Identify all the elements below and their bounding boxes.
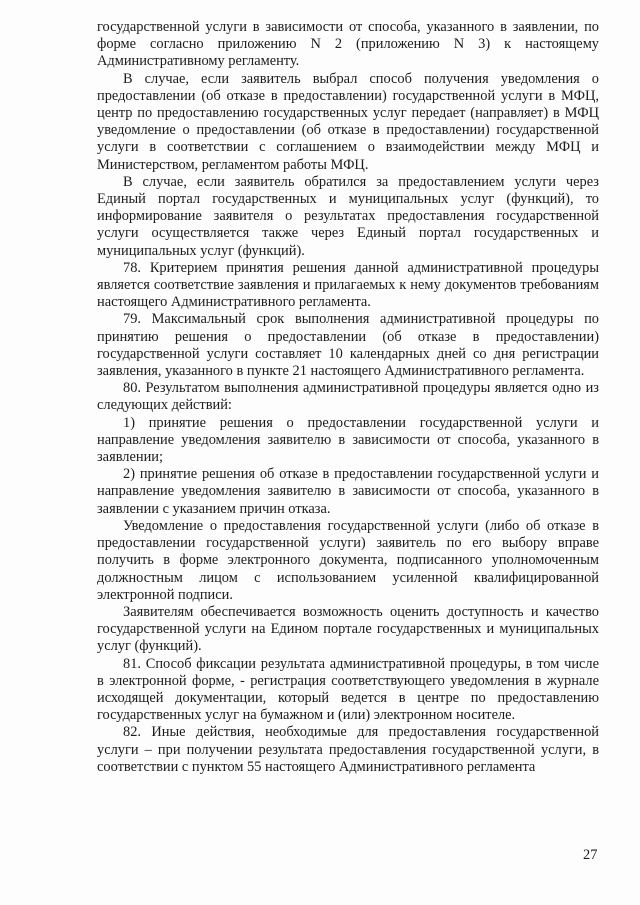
- paragraph-electronic-notice: Уведомление о предоставления государственной услуги (либо об отказе в предоставлении государственной услуги) заявитель по его выбору вправе получить в форме электронного документа, подписанного уполномоченным должностным лицом с использованием усиленной квалифицированной электронной подписи.: [97, 517, 599, 603]
- list-item-1: 1) принятие решения о предоставлении государственной услуги и направление уведомления заявителю в зависимости от способа, указанного в заявлении;: [97, 414, 599, 466]
- paragraph-quality-assessment: Заявителям обеспечивается возможность оценить доступность и качество государственной услуги на Едином портале государственных и муниципальных услуг (функций).: [97, 603, 599, 655]
- paragraph-mfc-notification: В случае, если заявитель выбрал способ получения уведомления о предоставлении (об отказе в предоставлении) государственной услуги в МФЦ, центр по предоставлению государственных услуг передает (направляет) в МФЦ уведомление о предоставлении (об отказе в предоставлении) государственной услуги в соответствии с соглашением о взаимодействии между МФЦ и Министерством, регламентом работы МФЦ.: [97, 70, 599, 173]
- paragraph-item-80: 80. Результатом выполнения административной процедуры является одно из следующих действий:: [97, 380, 599, 414]
- paragraph-unified-portal: В случае, если заявитель обратился за предоставлением услуги через Единый портал государственных и муниципальных услуг (функций), то информирование заявителя о результатах предоставления государственной услуги осуществляется также через Единый портал государственных и муниципальных услуг (функций).: [97, 173, 599, 259]
- paragraph-continuation: государственной услуги в зависимости от способа, указанного в заявлении, по форме согласно приложению N 2 (приложению N 3) к настоящему Административному регламенту.: [97, 19, 599, 70]
- paragraph-item-79: 79. Максимальный срок выполнения административной процедуры по принятию решения о предоставлении (об отказе в предоставлении) государственной услуги составляет 10 календарных дней со дня регистрации заявления, указанного в пункте 21 настоящего Административного регламента.: [97, 311, 599, 380]
- paragraph-item-82: 82. Иные действия, необходимые для предоставления государственной услуги – при получении результата предоставления государственной услуги, в соответствии с пунктом 55 настоящего Административного регламента: [97, 724, 599, 775]
- paragraph-item-78: 78. Критерием принятия решения данной административной процедуры является соответствие заявления и прилагаемых к нему документов требованиям настоящего Административного регламента.: [97, 259, 599, 311]
- document-body: [97, 19, 599, 776]
- paragraph-item-81: 81. Способ фиксации результата административной процедуры, в том числе в электронной форме, - регистрация соответствующего уведомления в журнале исходящей документации, который ведется в центре по предоставлению государственных услуг на бумажном и (или) электронном носителе.: [97, 655, 599, 724]
- page-number: 27: [583, 847, 598, 863]
- list-item-2: 2) принятие решения об отказе в предоставлении государственной услуги и направление уведомления заявителю в зависимости от способа, указанного в заявлении с указанием причин отказа.: [97, 466, 599, 517]
